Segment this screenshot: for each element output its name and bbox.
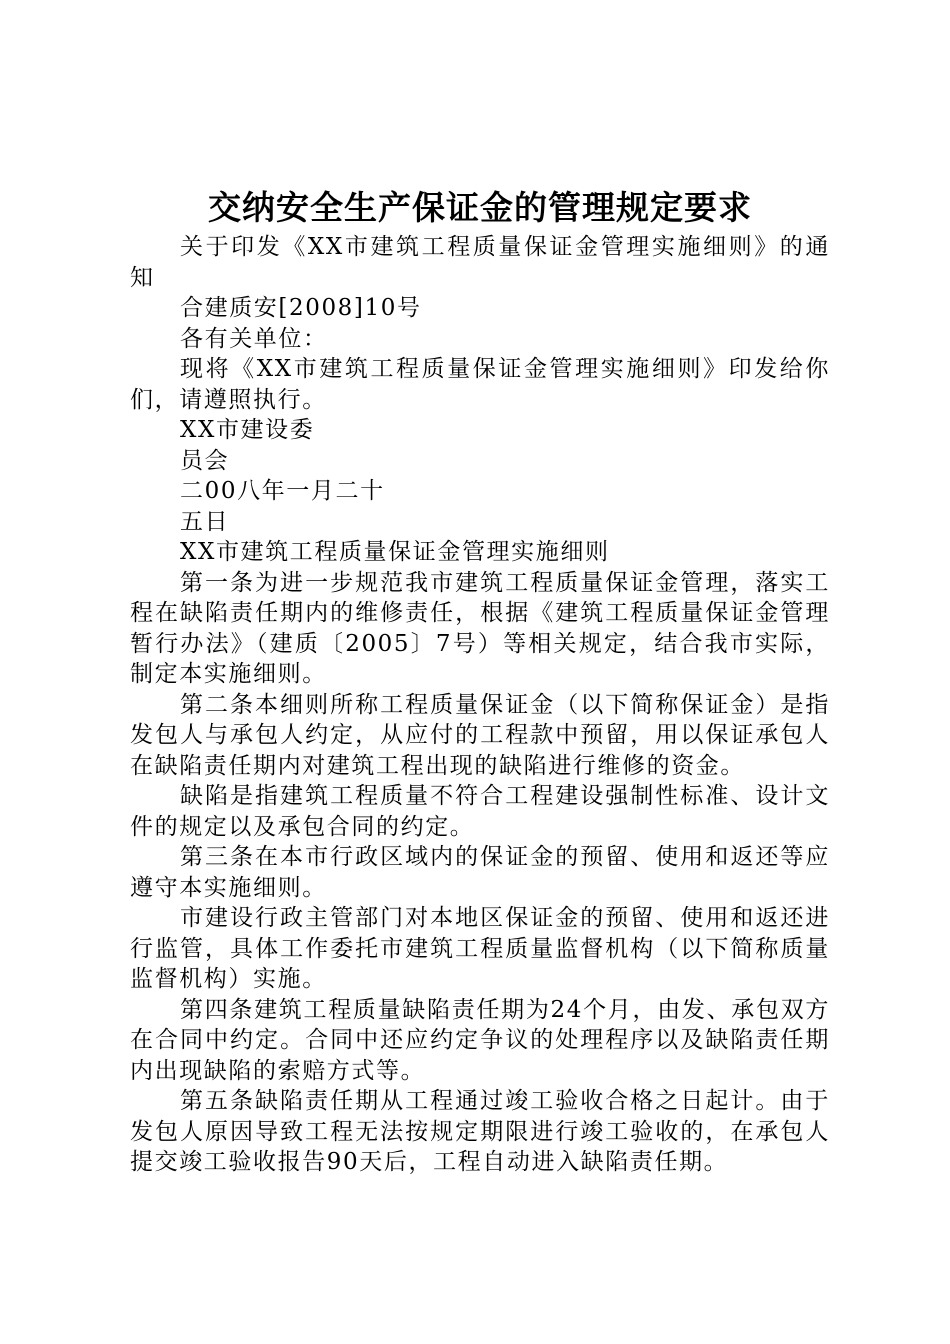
article-5: 第五条缺陷责任期从工程通过竣工验收合格之日起计。由于发包人原因导致工程无法按规定期限进行竣工验收的，在承包人提交竣工验收报告90天后，工程自动进入缺陷责任期。 (130, 1088, 830, 1175)
issuer-line-1: XX市建设委 (180, 417, 315, 443)
defect-definition: 缺陷是指建筑工程质量不符合工程建设强制性标准、设计文件的规定以及承包合同的约定。 (130, 783, 830, 840)
salutation: 各有关单位： (180, 325, 328, 352)
rules-title: XX市建筑工程质量保证金管理实施细则 (180, 539, 610, 565)
document-page (130, 186, 830, 1178)
notice-heading: 关于印发《XX市建筑工程质量保证金管理实施细则》的通知 (130, 234, 830, 291)
supervision-paragraph: 市建设行政主管部门对本地区保证金的预留、使用和返还进行监管，具体工作委托市建筑工程质量监督机构（以下简称质量监督机构）实施。 (130, 905, 830, 992)
document-number: 合建质安[2008]10号 (180, 295, 422, 321)
article-3: 第三条在本市行政区域内的保证金的预留、使用和返还等应遵守本实施细则。 (130, 844, 830, 901)
date-line-2: 五日 (180, 508, 230, 535)
article-4: 第四条建筑工程质量缺陷责任期为24个月，由发、承包双方在合同中约定。合同中还应约定争议的处理程序以及缺陷责任期内出现缺陷的索赔方式等。 (130, 996, 830, 1084)
document-title: 交纳安全生产保证金的管理规定要求 (208, 188, 752, 227)
article-2: 第二条本细则所称工程质量保证金（以下简称保证金）是指发包人与承包人约定，从应付的工程款中预留，用以保证承包人在缺陷责任期内对建筑工程出现的缺陷进行维修的资金。 (130, 691, 830, 779)
notice-body: 现将《XX市建筑工程质量保证金管理实施细则》印发给你们，请遵照执行。 (130, 356, 830, 413)
article-1: 第一条为进一步规范我市建筑工程质量保证金管理，落实工程在缺陷责任期内的维修责任，根据《建筑工程质量保证金管理暂行办法》（建质〔2005〕7号）等相关规定，结合我市实际，制定本实施细则。 (130, 569, 830, 687)
issuer-line-2: 员会 (180, 447, 230, 474)
date-line-1: 二00八年一月二十 (180, 478, 385, 504)
